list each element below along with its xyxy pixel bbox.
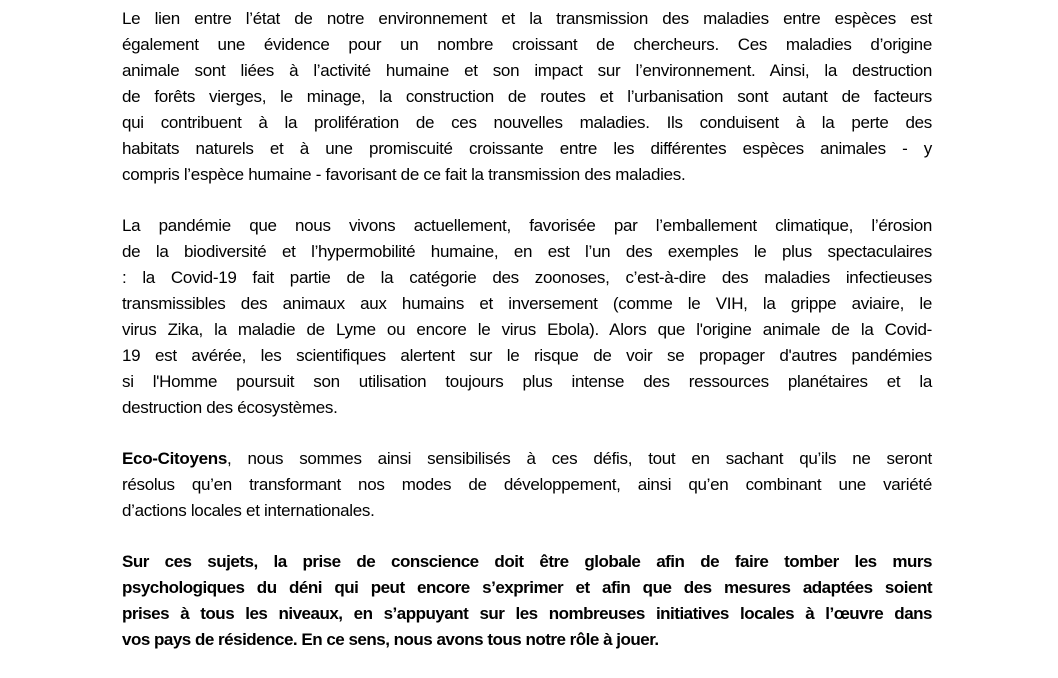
text-line: d’actions locales et internationales. bbox=[122, 501, 375, 520]
paragraph bbox=[122, 446, 932, 524]
document-body bbox=[122, 6, 932, 678]
text-line: Le lien entre l’état de notre environnement et la transmission des maladies entre espèces est bbox=[122, 9, 932, 28]
text-line: compris l’espèce humaine - favorisant de ce fait la transmission des maladies. bbox=[122, 165, 686, 184]
text-line: prises à tous les niveaux, en s’appuyant sur les nombreuses initiatives locales à l’œuvre dans bbox=[122, 604, 932, 623]
text-line: également une évidence pour un nombre croissant de chercheurs. Ces maladies d’origine bbox=[122, 35, 932, 54]
text-line: vos pays de résidence. En ce sens, nous avons tous notre rôle à jouer. bbox=[122, 630, 659, 649]
paragraph bbox=[122, 549, 932, 653]
text-line: habitats naturels et à une promiscuité croissante entre les différentes espèces animales - y bbox=[122, 139, 932, 158]
text-line: Eco-Citoyens, nous sommes ainsi sensibilisés à ces défis, tout en sachant qu’ils ne seront bbox=[122, 449, 932, 468]
bold-lead-text: Eco-Citoyens bbox=[122, 449, 228, 468]
text-line: : la Covid-19 fait partie de la catégorie des zoonoses, c’est-à-dire des maladies infectieuses bbox=[122, 268, 932, 287]
text-line: 19 est avérée, les scientifiques alertent sur le risque de voir se propager d'autres pandémies bbox=[122, 346, 932, 365]
text-line: destruction des écosystèmes. bbox=[122, 398, 338, 417]
text-line: de forêts vierges, le minage, la construction de routes et l’urbanisation sont autant de facteurs bbox=[122, 87, 932, 106]
paragraph bbox=[122, 213, 932, 421]
text-line: virus Zika, la maladie de Lyme ou encore le virus Ebola). Alors que l'origine animale de la Covid- bbox=[122, 320, 932, 339]
paragraph bbox=[122, 6, 932, 188]
text-line: si l'Homme poursuit son utilisation toujours plus intense des ressources planétaires et la bbox=[122, 372, 932, 391]
text-line: psychologiques du déni qui peut encore s’exprimer et afin que des mesures adaptées soient bbox=[122, 578, 932, 597]
text-line: transmissibles des animaux aux humains et inversement (comme le VIH, la grippe aviaire, le bbox=[122, 294, 932, 313]
text-line: La pandémie que nous vivons actuellement, favorisée par l’emballement climatique, l’érosion bbox=[122, 216, 932, 235]
text-line: résolus qu’en transformant nos modes de développement, ainsi qu’en combinant une variété bbox=[122, 475, 932, 494]
text-line: animale sont liées à l’activité humaine et son impact sur l’environnement. Ainsi, la destruction bbox=[122, 61, 932, 80]
text-line: de la biodiversité et l’hypermobilité humaine, en est l’un des exemples le plus spectaculaires bbox=[122, 242, 932, 261]
text-line: Sur ces sujets, la prise de conscience doit être globale afin de faire tomber les murs bbox=[122, 552, 932, 571]
text-line: qui contribuent à la prolifération de ces nouvelles maladies. Ils conduisent à la perte des bbox=[122, 113, 932, 132]
